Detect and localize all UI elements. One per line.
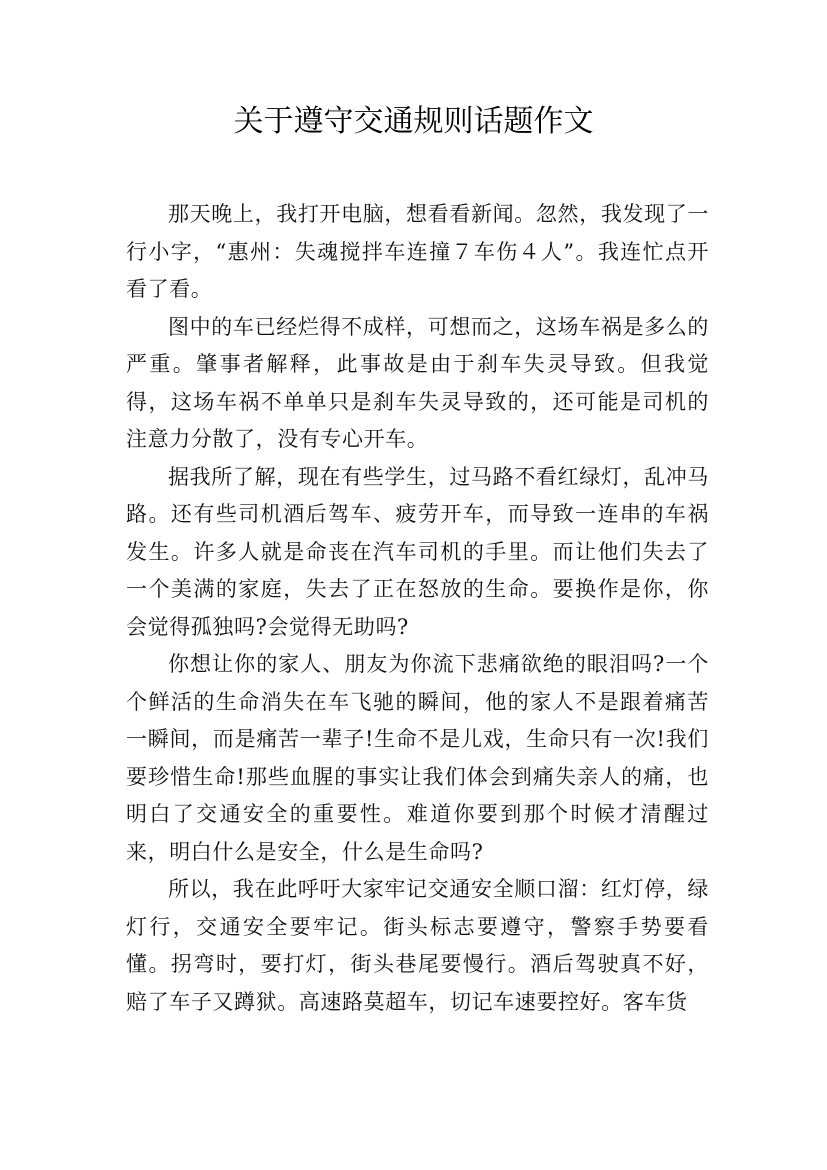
paragraph-5: 所以，我在此呼吁大家牢记交通安全顺口溜：红灯停，绿灯行，交通安全要牢记。街头标志要遵守，警察手势要看懂。拐弯时，要打灯，街头巷尾要慢行。酒后驾驶真不好，赔了车子又蹲狱。高速路莫超车，切记车速要控好。客车货 xyxy=(126,877,709,1014)
document-title: 关于遵守交通规则话题作文 xyxy=(233,104,594,139)
paragraph-2: 图中的车已经烂得不成样，可想而之，这场车祸是多么的严重。肇事者解释，此事故是由于刹车失灵导致。但我觉得，这场车祸不单单只是刹车失灵导致的，还可能是司机的注意力分散了，没有专心开车。 xyxy=(126,314,709,451)
essay-body xyxy=(126,196,709,1021)
paragraph-1: 那天晚上，我打开电脑，想看看新闻。忽然，我发现了一行小字，“惠州：失魂搅拌车连撞７车伤４人”。我连忙点开看了看。 xyxy=(126,202,709,301)
paragraph-3: 据我所了解，现在有些学生，过马路不看红绿灯，乱冲马路。还有些司机酒后驾车、疲劳开车，而导致一连串的车祸发生。许多人就是命丧在汽车司机的手里。而让他们失去了一个美满的家庭，失去了正在怒放的生命。要换作是你，你会觉得孤独吗?会觉得无助吗? xyxy=(126,464,709,639)
paragraph-4: 你想让你的家人、朋友为你流下悲痛欲绝的眼泪吗?一个个鲜活的生命消失在车飞驰的瞬间，他的家人不是跟着痛苦一瞬间，而是痛苦一辈子!生命不是儿戏，生命只有一次!我们要珍惜生命!那些血腥的事实让我们体会到痛失亲人的痛，也明白了交通安全的重要性。难道你要到那个时候才清醒过来，明白什么是安全，什么是生命吗? xyxy=(126,652,709,864)
